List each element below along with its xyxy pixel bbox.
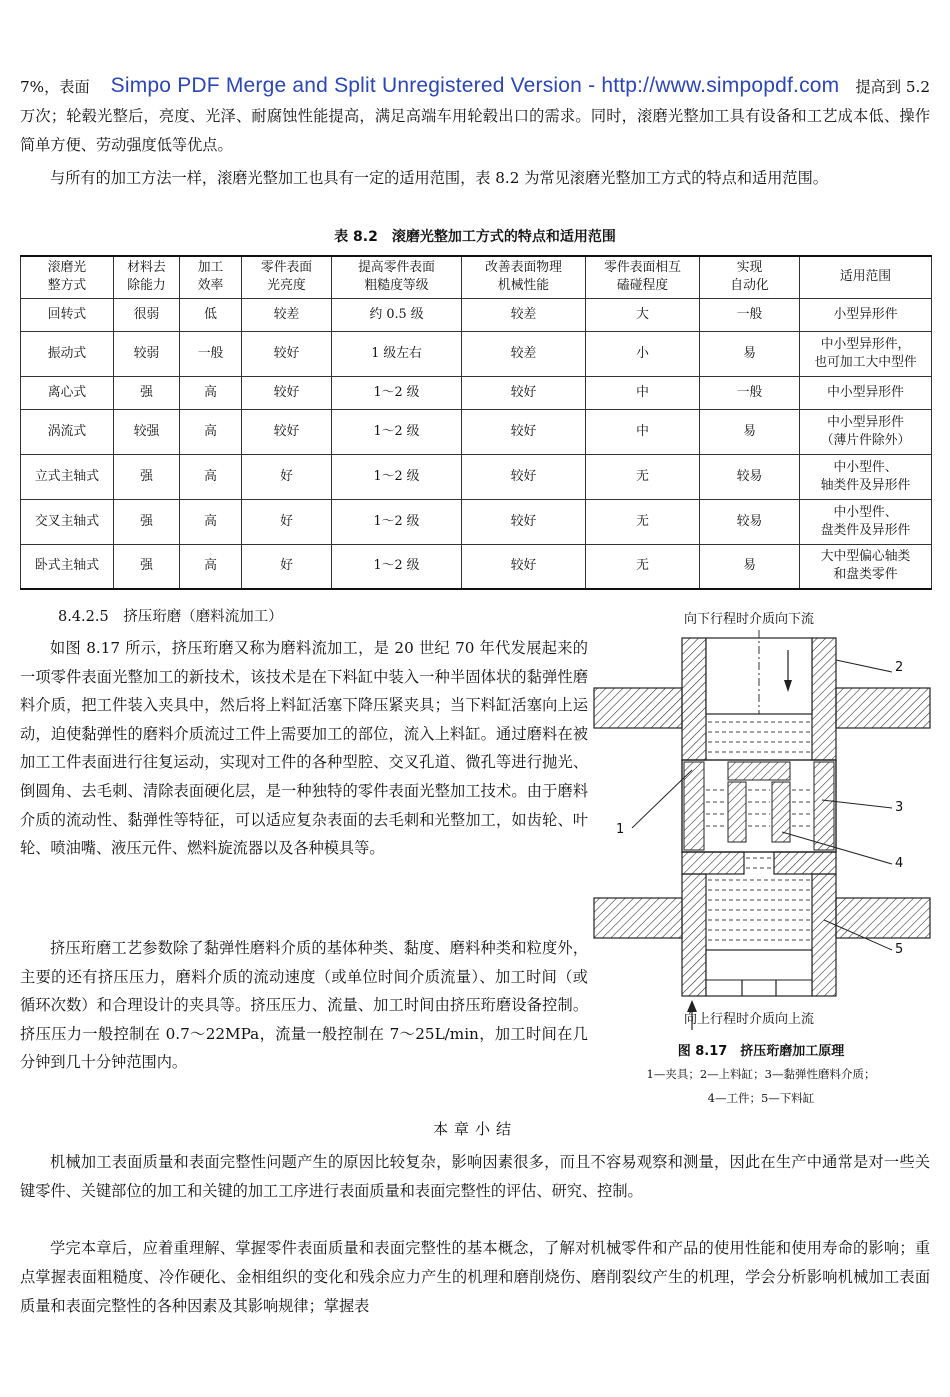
- table-cell: 1 级左右: [332, 331, 462, 376]
- table-header-cell: [586, 256, 700, 298]
- intro-line1-end: 提高到 5.2: [855, 78, 930, 96]
- header-text-line: 效率: [197, 278, 224, 294]
- scope-text-line: 中小型异形件: [827, 384, 904, 400]
- table-cell: 较好: [462, 499, 586, 544]
- table-cell: 振动式: [21, 331, 114, 376]
- table-cell: 强: [114, 544, 180, 589]
- table-cell-scope: [800, 499, 932, 544]
- table-row: [21, 499, 932, 544]
- workpiece-left: [728, 782, 746, 842]
- upper-cylinder-left-wall: [682, 638, 706, 760]
- summary-paragraph-2: 学完本章后，应着重理解、掌握零件表面质量和表面完整性的基本概念，了解对机械零件和产品的使用性能和使用寿命的影响；重点掌握表面粗糙度、冷作硬化、金相组织的变化和残余应力产生的机理和磨削烧伤、磨削裂纹产生的机理，学会分析影响机械加工表面质量和表面完整性的各种因素及其影响规律；掌握表: [20, 1239, 930, 1315]
- table-cell: 高: [180, 454, 242, 499]
- figure-caption: 图 8.17 挤压珩磨加工原理: [677, 1044, 845, 1059]
- intro-paragraph: 万次；轮毂光整后，亮度、光泽、耐腐蚀性能提高，满足高端车用轮毂出口的需求。同时，滚磨光整加工具有设备和工艺成本低、操作简单方便、劳动强度低等优点。: [20, 107, 930, 154]
- table-cell: 高: [180, 544, 242, 589]
- figure-top-label: 向下行程时介质向下流: [684, 612, 815, 627]
- table-cell: 离心式: [21, 376, 114, 409]
- scope-text-line: 轴类件及异形件: [820, 477, 911, 493]
- table-cell: 中: [586, 409, 700, 454]
- callout-3: 3: [895, 800, 904, 815]
- table-cell: 好: [242, 499, 332, 544]
- table-cell: 较强: [114, 409, 180, 454]
- lower-piston: [706, 950, 812, 996]
- table-row: [21, 454, 932, 499]
- header-text-line: 适用范围: [839, 269, 892, 285]
- header-text-line: 零件表面相互: [604, 260, 681, 276]
- table-cell: 很弱: [114, 298, 180, 331]
- table-header-cell: [21, 256, 114, 298]
- table-cell: 一般: [700, 376, 800, 409]
- table-header-row: [21, 256, 932, 298]
- header-text-line: 实现: [736, 260, 763, 276]
- lower-cylinder-right-wall: [812, 874, 836, 996]
- table-cell: 1～2 级: [332, 544, 462, 589]
- workpiece-right: [772, 782, 790, 842]
- figure-bottom-label: 向上行程时介质向上流: [684, 1012, 815, 1027]
- table-header-cell: [462, 256, 586, 298]
- section-paragraph-2: 挤压珩磨工艺参数除了黏弹性磨料介质的基体种类、黏度、磨料种类和粒度外，主要的还有挤压压力，磨料介质的流动速度（或单位时间介质流量）、加工时间（或循环次数）和合理设计的夹具等。挤压压力、流量、加工时间由挤压珩磨设备控制。挤压压力一般控制在 0.7～22MPa，流量一般控制在 7～25L/min，加工时间在几分钟到几十分钟范围内。: [20, 939, 588, 1072]
- table-cell-scope: [800, 376, 932, 409]
- table-cell: 易: [700, 409, 800, 454]
- table-header-cell: [332, 256, 462, 298]
- table-cell: 较易: [700, 454, 800, 499]
- table-header-cell: [180, 256, 242, 298]
- table-cell: 小: [586, 331, 700, 376]
- table-cell: 高: [180, 376, 242, 409]
- scope-text-line: 中小型件、: [833, 504, 898, 520]
- table-cell: 一般: [700, 298, 800, 331]
- figure-legend-2: 4—工件；5—下料缸: [707, 1091, 815, 1105]
- table-cell: 1～2 级: [332, 376, 462, 409]
- table-cell: 强: [114, 499, 180, 544]
- scope-text-line: 小型异形件: [833, 306, 898, 322]
- upper-flange-left: [594, 688, 682, 728]
- figure-diagram: [592, 600, 932, 1030]
- header-text-line: 改善表面物理: [485, 260, 562, 276]
- intro-paragraph-2: 与所有的加工方法一样，滚磨光整加工也具有一定的适用范围，表 8.2 为常见滚磨光整加工方式的特点和适用范围。: [50, 169, 828, 187]
- scope-text-line: 中小型异形件: [827, 414, 904, 430]
- summary-paragraph-1: 机械加工表面质量和表面完整性问题产生的原因比较复杂，影响因素很多，而且不容易观察和测量，因此在生产中通常是对一些关键零件、关键部位的加工和关键的加工工序进行表面质量和表面完整性的评估、研究、控制。: [20, 1153, 930, 1200]
- table-row: [21, 376, 932, 409]
- table-cell: 高: [180, 499, 242, 544]
- lower-medium: [708, 880, 810, 940]
- figure-legend-1: 1—夹具；2—上料缸；3—黏弹性磨料介质；: [646, 1067, 876, 1081]
- table-cell: 卧式主轴式: [21, 544, 114, 589]
- upper-flange-right: [836, 688, 930, 728]
- table-cell: 约 0.5 级: [332, 298, 462, 331]
- table-cell: 大: [586, 298, 700, 331]
- header-text-line: 提高零件表面: [358, 260, 435, 276]
- lower-flange-left: [594, 898, 682, 938]
- scope-text-line: 也可加工大中型件: [814, 354, 917, 370]
- table-cell: 较好: [242, 376, 332, 409]
- table-cell: 较好: [462, 409, 586, 454]
- table-cell: 高: [180, 409, 242, 454]
- table-row: [21, 544, 932, 589]
- watermark: Simpo PDF Merge and Split Unregistered Version - http://www.simpopdf.com: [110, 74, 840, 97]
- table-header-cell: [800, 256, 932, 298]
- table-row: [21, 331, 932, 376]
- table-cell: 好: [242, 544, 332, 589]
- header-text-line: 光亮度: [267, 278, 306, 294]
- table-cell: 较好: [462, 376, 586, 409]
- table-cell: 强: [114, 454, 180, 499]
- header-text-line: 零件表面: [260, 260, 313, 276]
- table-cell: 交叉主轴式: [21, 499, 114, 544]
- table-cell: 无: [586, 499, 700, 544]
- scope-text-line: 大中型偏心轴类: [820, 549, 911, 565]
- scope-text-line: 盘类件及异形件: [820, 522, 911, 538]
- callout-4: 4: [895, 856, 904, 871]
- table-row: [21, 298, 932, 331]
- table-cell: 较好: [462, 454, 586, 499]
- table-header-cell: [114, 256, 180, 298]
- table-cell: 涡流式: [21, 409, 114, 454]
- table-cell-scope: [800, 298, 932, 331]
- table-cell: 较易: [700, 499, 800, 544]
- table-cell: 强: [114, 376, 180, 409]
- header-text-line: 自动化: [730, 278, 769, 294]
- table-cell: 无: [586, 544, 700, 589]
- workpiece-top: [728, 762, 790, 780]
- table-cell: 较好: [242, 409, 332, 454]
- scope-text-line: 中小型异形件，: [820, 336, 911, 352]
- upper-medium: [708, 722, 810, 752]
- lower-cylinder-left-wall: [682, 874, 706, 996]
- table-cell: 较差: [242, 298, 332, 331]
- section-heading: 8.4.2.5 挤压珩磨（磨料流加工）: [58, 609, 283, 625]
- header-text-line: 滚磨光: [47, 260, 87, 276]
- header-text-line: 除能力: [127, 278, 166, 294]
- table-cell-scope: [800, 409, 932, 454]
- table-row: [21, 409, 932, 454]
- table-cell-scope: [800, 544, 932, 589]
- table-cell: 无: [586, 454, 700, 499]
- header-text-line: 整方式: [47, 278, 87, 294]
- summary-title: 本章小结: [432, 1120, 517, 1138]
- callout-2: 2: [895, 660, 904, 675]
- table-cell: 较差: [462, 331, 586, 376]
- scope-text-line: 中小型件、: [833, 459, 898, 475]
- header-text-line: 材料去: [127, 260, 166, 276]
- table-cell: 回转式: [21, 298, 114, 331]
- callout-5: 5: [895, 942, 904, 957]
- scope-text-line: 和盘类零件: [833, 567, 898, 583]
- table-cell: 好: [242, 454, 332, 499]
- scope-text-line: （薄片件除外）: [820, 432, 911, 448]
- upper-cylinder-right-wall: [812, 638, 836, 760]
- table-cell: 1～2 级: [332, 454, 462, 499]
- table-cell: 1～2 级: [332, 409, 462, 454]
- table-cell: 中: [586, 376, 700, 409]
- table-cell: 易: [700, 331, 800, 376]
- table-cell: 立式主轴式: [21, 454, 114, 499]
- table-header-cell: [242, 256, 332, 298]
- table-header-cell: [700, 256, 800, 298]
- header-text-line: 加工: [197, 260, 224, 276]
- section-paragraph-1: 如图 8.17 所示，挤压珩磨又称为磨料流加工，是 20 世纪 70 年代发展起来的一项零件表面光整加工的新技术，该技术是在下料缸中装入一种半固体状的黏弹性磨料介质，把工件装入夹具中，然后将上料缸活塞下降压紧夹具；当下料缸活塞向上运动，迫使黏弹性的磨料介质流过工件上需要加工的部位，流入上料缸。通过磨料在被加工工件表面进行往复运动，实现对工件的各种型腔、交叉孔道、微孔等进行抛光、倒圆角、去毛刺、清除表面硬化层，是一种独特的零件表面光整加工技术。由于磨料介质的流动性、黏弹性等特征，可以适应复杂表面的去毛刺和光整加工，如齿轮、叶轮、喷油嘴、液压元件、燃料旋流器以及各种模具等。: [20, 639, 588, 858]
- table-cell: 较好: [242, 331, 332, 376]
- table-cell: 一般: [180, 331, 242, 376]
- header-text-line: 粗糙度等级: [364, 278, 429, 294]
- table-caption: 表 8.2 滚磨光整加工方式的特点和适用范围: [334, 229, 616, 245]
- table-cell: 易: [700, 544, 800, 589]
- table-cell: 较好: [462, 544, 586, 589]
- table-cell: 1～2 级: [332, 499, 462, 544]
- table-cell: 较差: [462, 298, 586, 331]
- header-text-line: 机械性能: [497, 278, 550, 294]
- table-cell: 较弱: [114, 331, 180, 376]
- table-cell: 低: [180, 298, 242, 331]
- table-cell-scope: [800, 454, 932, 499]
- table-cell-scope: [800, 331, 932, 376]
- callout-1: 1: [616, 822, 625, 837]
- header-text-line: 磕碰程度: [616, 278, 669, 294]
- features-table: [20, 255, 932, 590]
- figure-extrusion-honing: [592, 600, 932, 1080]
- intro-line1-start: 7%，表面: [20, 78, 90, 96]
- table-body: [21, 298, 932, 589]
